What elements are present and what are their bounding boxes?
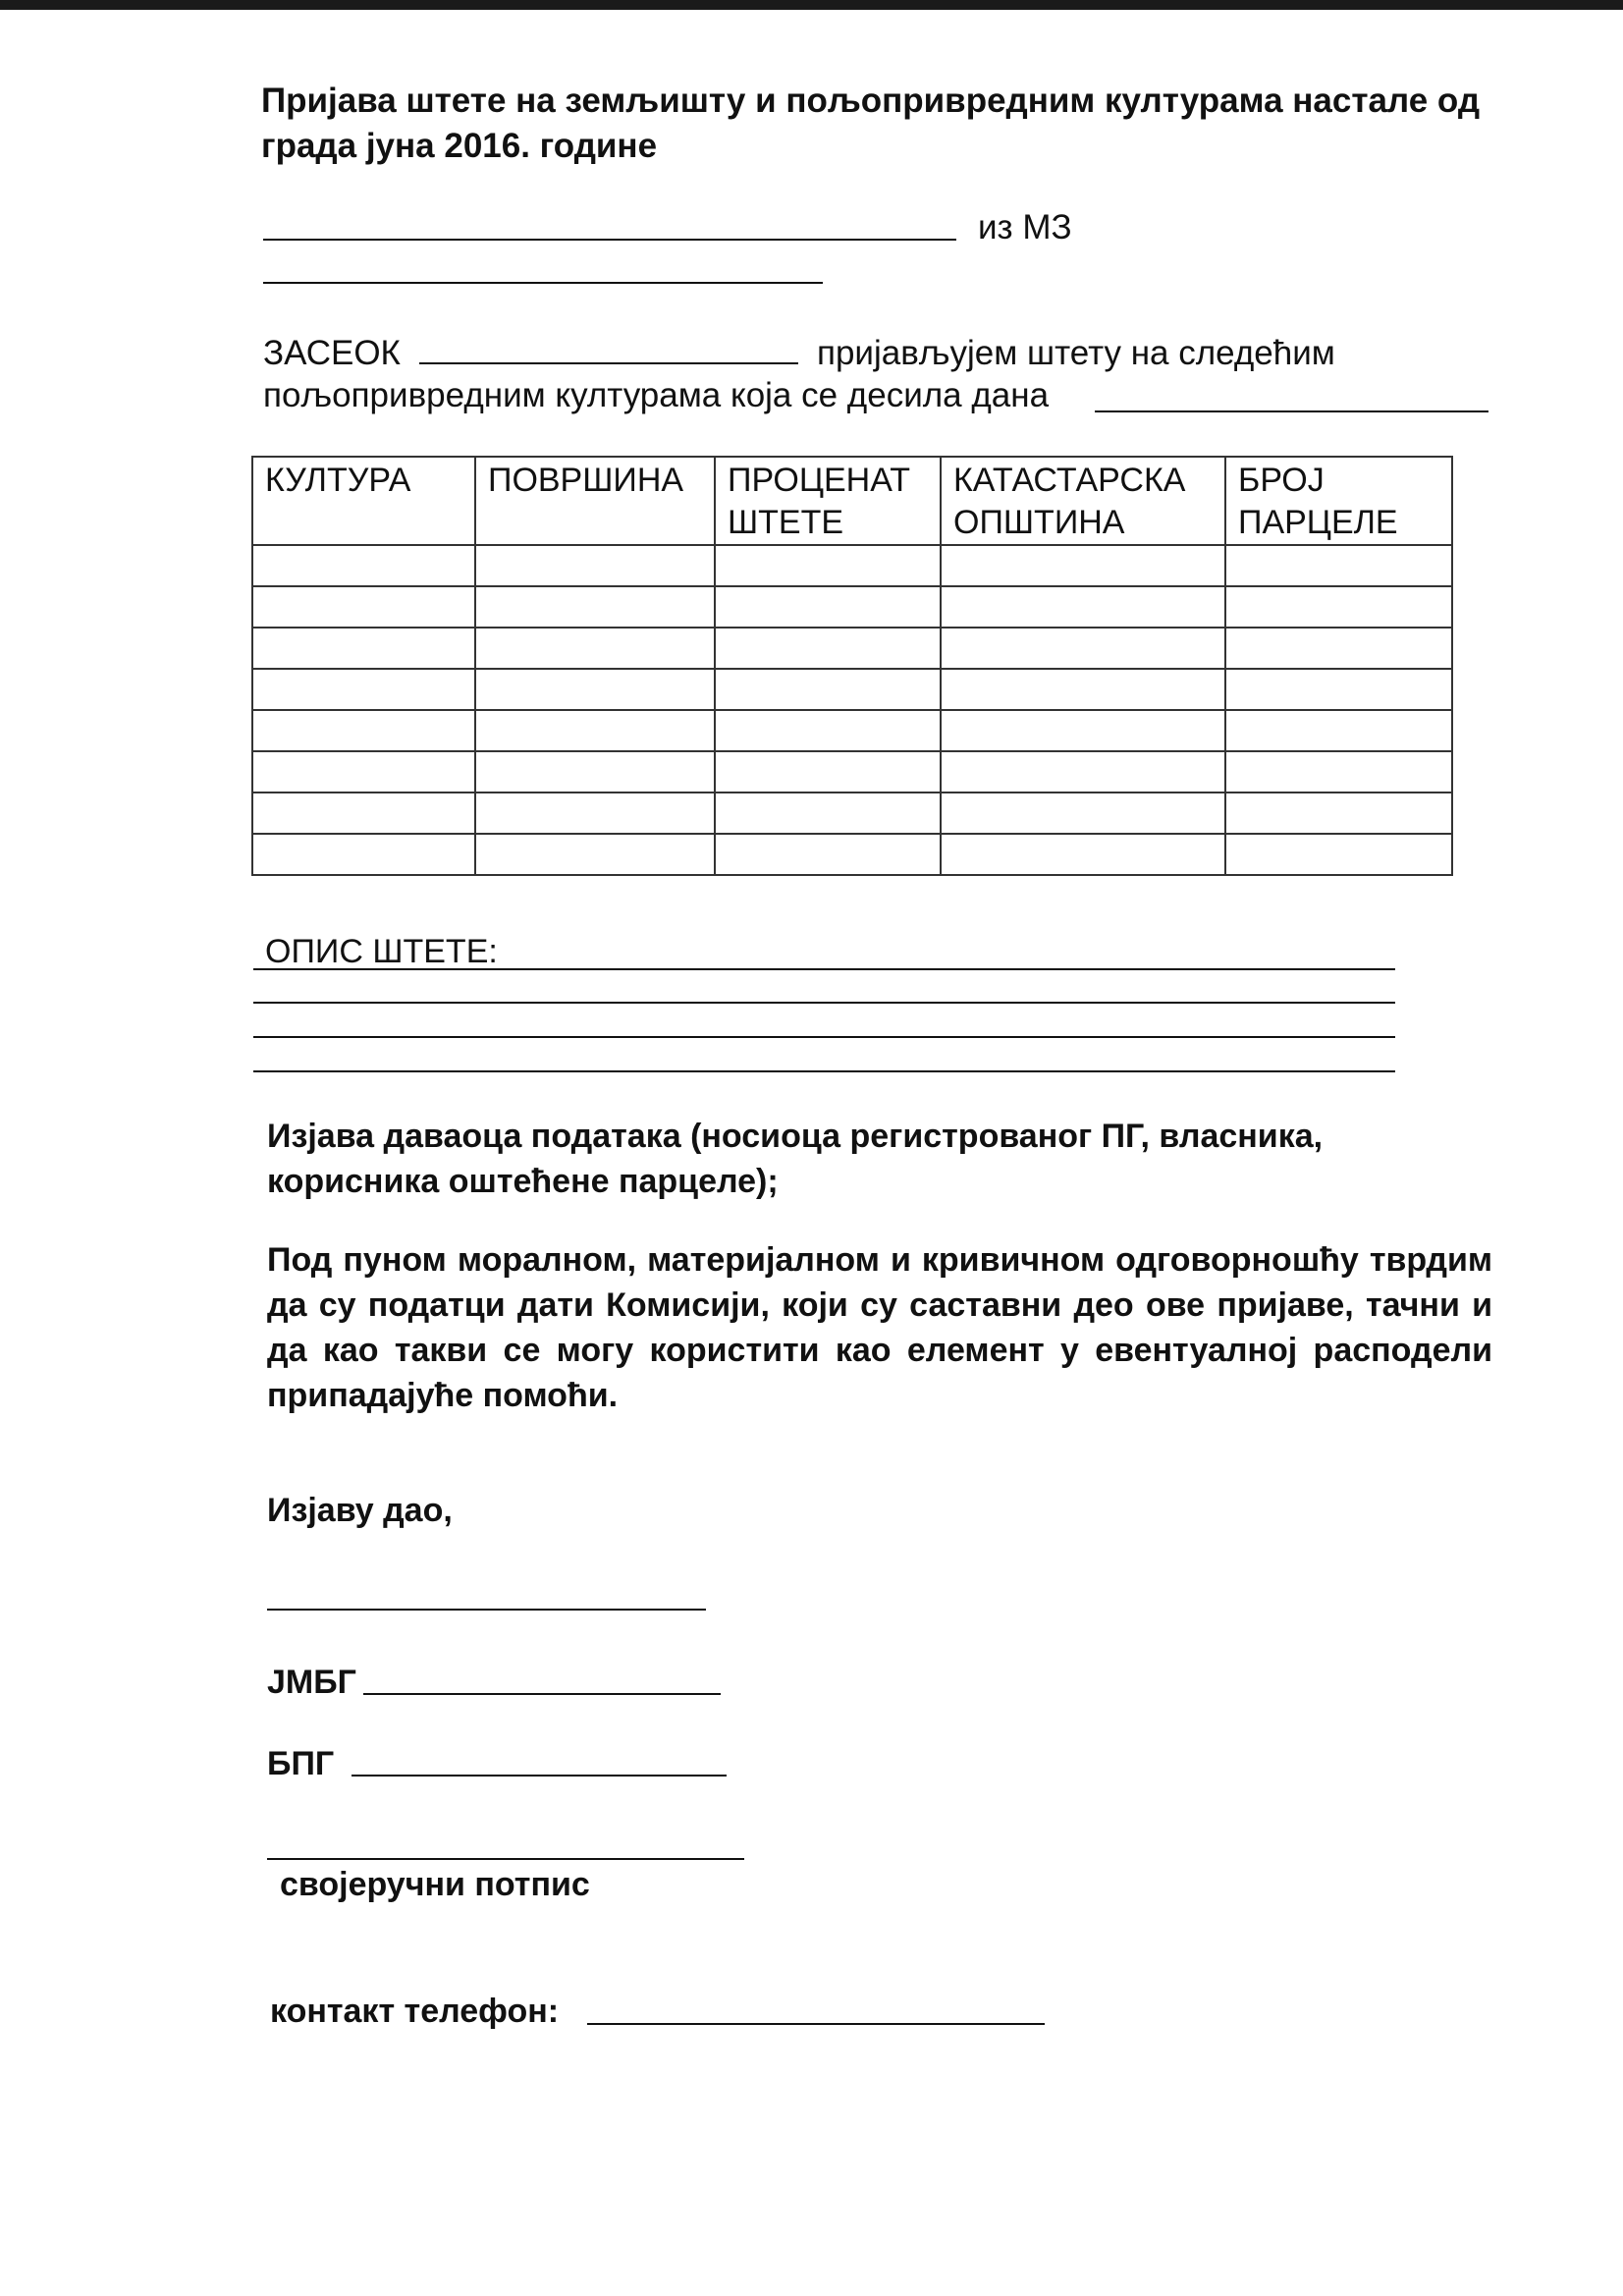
- jmbg-field[interactable]: [363, 1693, 721, 1695]
- table-cell[interactable]: [1225, 586, 1452, 628]
- description-line-3[interactable]: [253, 1036, 1395, 1038]
- table-cell[interactable]: [252, 751, 475, 793]
- column-header-crop: КУЛТУРА: [252, 457, 475, 545]
- table-cell[interactable]: [475, 710, 715, 751]
- table-cell[interactable]: [1225, 834, 1452, 875]
- table-cell[interactable]: [715, 628, 941, 669]
- bpg-field[interactable]: [352, 1775, 727, 1777]
- table-cell[interactable]: [715, 545, 941, 586]
- table-cell[interactable]: [941, 586, 1225, 628]
- table-cell[interactable]: [475, 793, 715, 834]
- table-row: [252, 751, 1452, 793]
- jmbg-label: ЈМБГ: [267, 1664, 356, 1701]
- table-cell[interactable]: [941, 710, 1225, 751]
- table-cell[interactable]: [1225, 545, 1452, 586]
- table-cell[interactable]: [252, 545, 475, 586]
- table-cell[interactable]: [715, 669, 941, 710]
- table-cell[interactable]: [252, 710, 475, 751]
- report-text-1: пријављујем штету на следећим: [817, 334, 1335, 372]
- table-cell[interactable]: [941, 793, 1225, 834]
- signature-caption: својеручни потпис: [280, 1866, 590, 1903]
- damage-table: [251, 456, 1453, 876]
- form-title: Пријава штете на земљишту и пољопривредним културама настале од града јуна 2016. године: [261, 82, 1481, 165]
- description-line-1[interactable]: [253, 968, 1395, 970]
- phone-label: контакт телефон:: [270, 1993, 560, 2030]
- table-cell[interactable]: [475, 586, 715, 628]
- column-header-cadastral-municipality: КАТАСТАРСКА ОПШТИНА: [941, 457, 1225, 545]
- applicant-address-field[interactable]: [263, 282, 823, 284]
- table-cell[interactable]: [475, 751, 715, 793]
- table-cell[interactable]: [1225, 628, 1452, 669]
- table-cell[interactable]: [475, 628, 715, 669]
- table-cell[interactable]: [715, 710, 941, 751]
- statement-given-by: Изјаву дао,: [267, 1492, 453, 1529]
- table-cell[interactable]: [1225, 751, 1452, 793]
- statement-heading: Изјава даваоца података (носиоца регистрованог ПГ, власника, корисника оштећене парцеле);: [267, 1118, 1324, 1200]
- table-cell[interactable]: [715, 586, 941, 628]
- table-cell[interactable]: [1225, 669, 1452, 710]
- table-cell[interactable]: [715, 793, 941, 834]
- table-cell[interactable]: [252, 669, 475, 710]
- table-cell[interactable]: [715, 751, 941, 793]
- scan-top-border: [0, 0, 1623, 10]
- table-cell[interactable]: [252, 586, 475, 628]
- table-cell[interactable]: [252, 628, 475, 669]
- table-cell[interactable]: [252, 793, 475, 834]
- table-row: [252, 586, 1452, 628]
- table-cell[interactable]: [1225, 710, 1452, 751]
- table-cell[interactable]: [252, 834, 475, 875]
- column-header-parcel-number: БРОЈ ПАРЦЕЛЕ: [1225, 457, 1452, 545]
- table-cell[interactable]: [941, 751, 1225, 793]
- report-text-2: пољопривредним културама која се десила дана: [263, 376, 1050, 414]
- column-header-damage-percent: ПРОЦЕНАТ ШТЕТЕ: [715, 457, 941, 545]
- phone-field[interactable]: [587, 2023, 1045, 2025]
- table-cell[interactable]: [941, 669, 1225, 710]
- signature-field[interactable]: [267, 1858, 744, 1860]
- column-header-area: ПОВРШИНА: [475, 457, 715, 545]
- table-cell[interactable]: [941, 834, 1225, 875]
- table-body: [252, 545, 1452, 875]
- table-row: [252, 793, 1452, 834]
- table-row: [252, 545, 1452, 586]
- description-line-2[interactable]: [253, 1002, 1395, 1004]
- declarant-name-field[interactable]: [267, 1609, 706, 1611]
- hamlet-field[interactable]: [419, 362, 798, 364]
- applicant-name-field[interactable]: [263, 239, 956, 241]
- table-row: [252, 834, 1452, 875]
- table-row: [252, 628, 1452, 669]
- table-cell[interactable]: [941, 545, 1225, 586]
- bpg-label: БПГ: [267, 1745, 335, 1782]
- description-line-4[interactable]: [253, 1070, 1395, 1072]
- statement-body: Под пуном моралном, материјалном и кривичном одговорношћу тврдим да су податци дати Комисији, који су саставни део ове пријаве, тачни и да као такви се могу користити као елемент у евентуалној расподели припадајуће помоћи.: [267, 1241, 1492, 1414]
- table-cell[interactable]: [475, 834, 715, 875]
- table-cell[interactable]: [715, 834, 941, 875]
- hamlet-label: ЗАСЕОК: [263, 334, 401, 372]
- table-row: [252, 710, 1452, 751]
- table-cell[interactable]: [475, 545, 715, 586]
- damage-date-field[interactable]: [1095, 410, 1488, 412]
- table-cell[interactable]: [941, 628, 1225, 669]
- table-cell[interactable]: [1225, 793, 1452, 834]
- description-label: ОПИС ШТЕТЕ:: [265, 933, 498, 970]
- table-header-row: [252, 457, 1452, 545]
- mz-label: из МЗ: [978, 208, 1072, 246]
- table-row: [252, 669, 1452, 710]
- table-cell[interactable]: [475, 669, 715, 710]
